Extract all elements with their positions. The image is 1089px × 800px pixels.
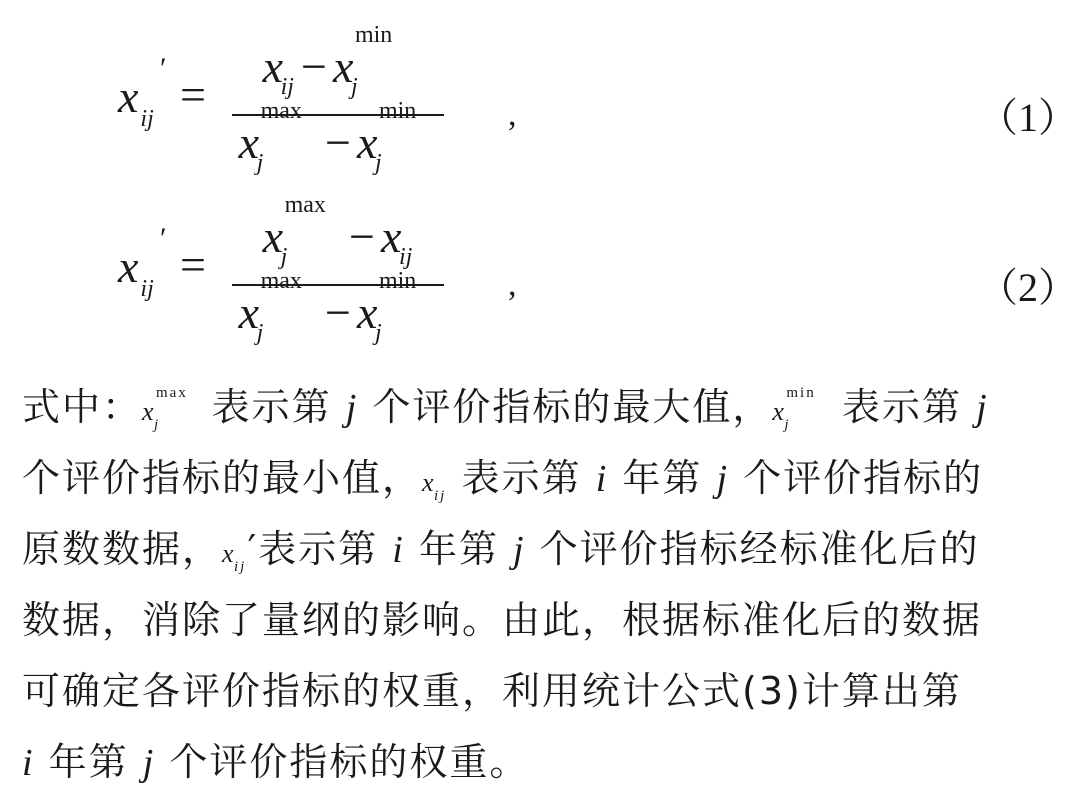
equation-2-numerator bbox=[230, 192, 446, 270]
equation-1 bbox=[0, 18, 1089, 176]
lhs-subscript: ij bbox=[140, 106, 154, 132]
explanation-paragraph bbox=[22, 372, 1062, 798]
paragraph-line-6 bbox=[22, 727, 1062, 798]
equation-2-number: （2） bbox=[978, 265, 1078, 310]
equation-1-numerator bbox=[230, 22, 446, 100]
text-span: 表示第 bbox=[197, 385, 346, 429]
lhs-prime: ′ bbox=[160, 52, 167, 85]
text-span: 个评价指标的 bbox=[729, 456, 984, 500]
text-span: 原数数据， bbox=[22, 527, 223, 571]
equation-1-lhs bbox=[118, 52, 167, 133]
equation-2 bbox=[0, 188, 1089, 346]
var-j: j bbox=[142, 742, 156, 784]
text-span: 个评价指标的最大值， bbox=[358, 385, 773, 429]
equation-1-number: （1） bbox=[978, 95, 1078, 140]
num-term-2: x j min bbox=[332, 22, 393, 100]
equals-sign: = bbox=[180, 239, 206, 290]
var-j: j bbox=[976, 387, 989, 429]
equation-comma: , bbox=[508, 266, 517, 303]
paragraph-line-5 bbox=[22, 656, 1062, 727]
den-term-2: x j min bbox=[356, 268, 417, 346]
equation-1-denominator bbox=[230, 98, 446, 176]
var-i: i bbox=[22, 742, 35, 784]
minus-sign: − bbox=[349, 211, 375, 262]
equation-1-fraction bbox=[230, 18, 446, 176]
symbol-x-ij: x ij bbox=[422, 468, 447, 504]
symbol-x-j-max: x max j bbox=[142, 385, 188, 433]
minus-sign: − bbox=[325, 117, 351, 168]
num-term-1: x j max bbox=[262, 192, 326, 270]
symbol-x-ij-prime: x ij bbox=[222, 539, 247, 575]
text-span: 表示第 bbox=[827, 385, 977, 429]
text-span: 个评价指标经标准化后的 bbox=[525, 527, 980, 571]
text-span: 表示第 bbox=[258, 527, 393, 571]
den-term-2: x j min bbox=[356, 98, 417, 176]
text-span: 年第 bbox=[34, 740, 143, 784]
text-span: 个评价指标的最小值， bbox=[22, 456, 423, 500]
minus-sign: − bbox=[325, 287, 351, 338]
paragraph-line-2 bbox=[22, 443, 1062, 514]
equation-comma: , bbox=[508, 96, 517, 133]
equation-2-lhs bbox=[118, 222, 167, 303]
text-span: 数据，消除了量纲的影响。由此，根据标准化后的数据 bbox=[22, 598, 983, 642]
num-term-1: x ij bbox=[262, 41, 294, 100]
lhs-prime: ′ bbox=[160, 222, 167, 255]
equation-2-fraction bbox=[230, 188, 446, 346]
var-i: i bbox=[595, 458, 609, 500]
paragraph-line-4 bbox=[22, 585, 1062, 656]
var-j: j bbox=[716, 458, 730, 500]
lhs-subscript: ij bbox=[140, 276, 154, 302]
symbol-x-j-min: x min j bbox=[772, 385, 816, 433]
equation-2-denominator bbox=[230, 268, 446, 346]
text-span: 式中： bbox=[22, 385, 143, 429]
lhs-variable: x bbox=[118, 71, 139, 122]
text-span: 可确定各评价指标的权重，利用统计公式(3)计算出第 bbox=[22, 669, 962, 713]
lhs-variable: x bbox=[118, 241, 139, 292]
text-span: 个评价指标的权重。 bbox=[155, 740, 530, 784]
text-span: 年第 bbox=[404, 527, 514, 571]
den-term-1: x j max bbox=[238, 98, 302, 176]
den-term-1: x j max bbox=[238, 268, 302, 346]
minus-sign: − bbox=[301, 41, 327, 92]
paragraph-line-1 bbox=[22, 372, 1062, 443]
equals-sign: = bbox=[180, 69, 206, 120]
text-span: 表示第 bbox=[447, 456, 596, 500]
prime-mark: ′ bbox=[247, 527, 259, 571]
var-i: i bbox=[392, 529, 405, 571]
paragraph-line-3 bbox=[22, 514, 1062, 585]
var-j: j bbox=[345, 387, 359, 429]
num-term-2: x ij bbox=[380, 211, 413, 270]
text-span: 年第 bbox=[608, 456, 717, 500]
var-j: j bbox=[513, 529, 526, 571]
